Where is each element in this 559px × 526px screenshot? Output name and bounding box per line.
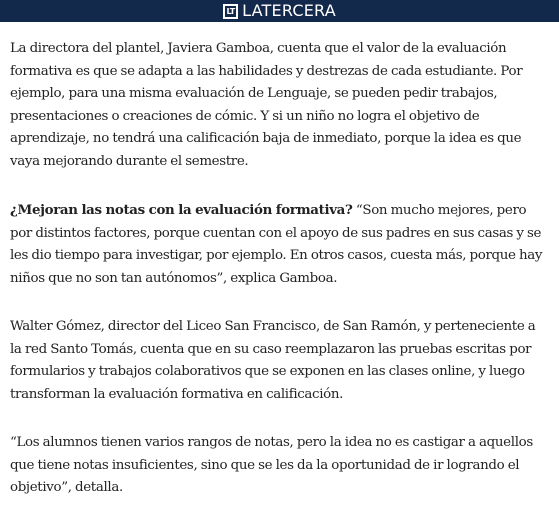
logo-text: LATERCERA [242, 1, 336, 20]
paragraph-4: “Los alumnos tienen varios rangos de notas, pero la idea no es castigar a aquellos que tiene notas insuficientes, sino que se les da la oportunidad de ir logrando el objetivo”, detalla. [10, 435, 533, 495]
question-subheading: ¿Mejoran las notas con la evaluación formativa? [10, 202, 353, 218]
site-header [0, 0, 559, 22]
article-body [10, 38, 550, 526]
paragraph-1: La directora del plantel, Javiera Gamboa, cuenta que el valor de la evaluación formativa es que se adapta a las habilidades y destrezas de cada estudiante. Por ejemplo, para una misma evaluación de Lenguaje, se pueden pedir trabajos, presentaciones o creaciones de cómic. Y si un niño no logra el objetivo de aprendizaje, no tendrá una calificación baja de inmediato, porque la idea es que vaya mejorando durante el semestre. [10, 41, 523, 169]
logo-mark-icon: LT [223, 4, 238, 19]
paragraph-2 [10, 199, 550, 290]
latercera-logo[interactable] [223, 0, 336, 22]
paragraph-3: Walter Gómez, director del Liceo San Francisco, de San Ramón, y perteneciente a la red Santo Tomás, cuenta que en su caso reemplazaron las pruebas escritas por formularios y trabajos colaborativos que se exponen en las clases online, y luego transforman la evaluación formativa en calificación. [10, 319, 536, 402]
paragraph-2-text: “Son mucho mejores, pero por distintos factores, porque cuentan con el apoyo de sus padres en sus casas y se les dio tiempo para investigar, por ejemplo. En otros casos, cuesta más, porque hay niños que no son tan autónomos”, explica Gamboa. [10, 203, 543, 286]
